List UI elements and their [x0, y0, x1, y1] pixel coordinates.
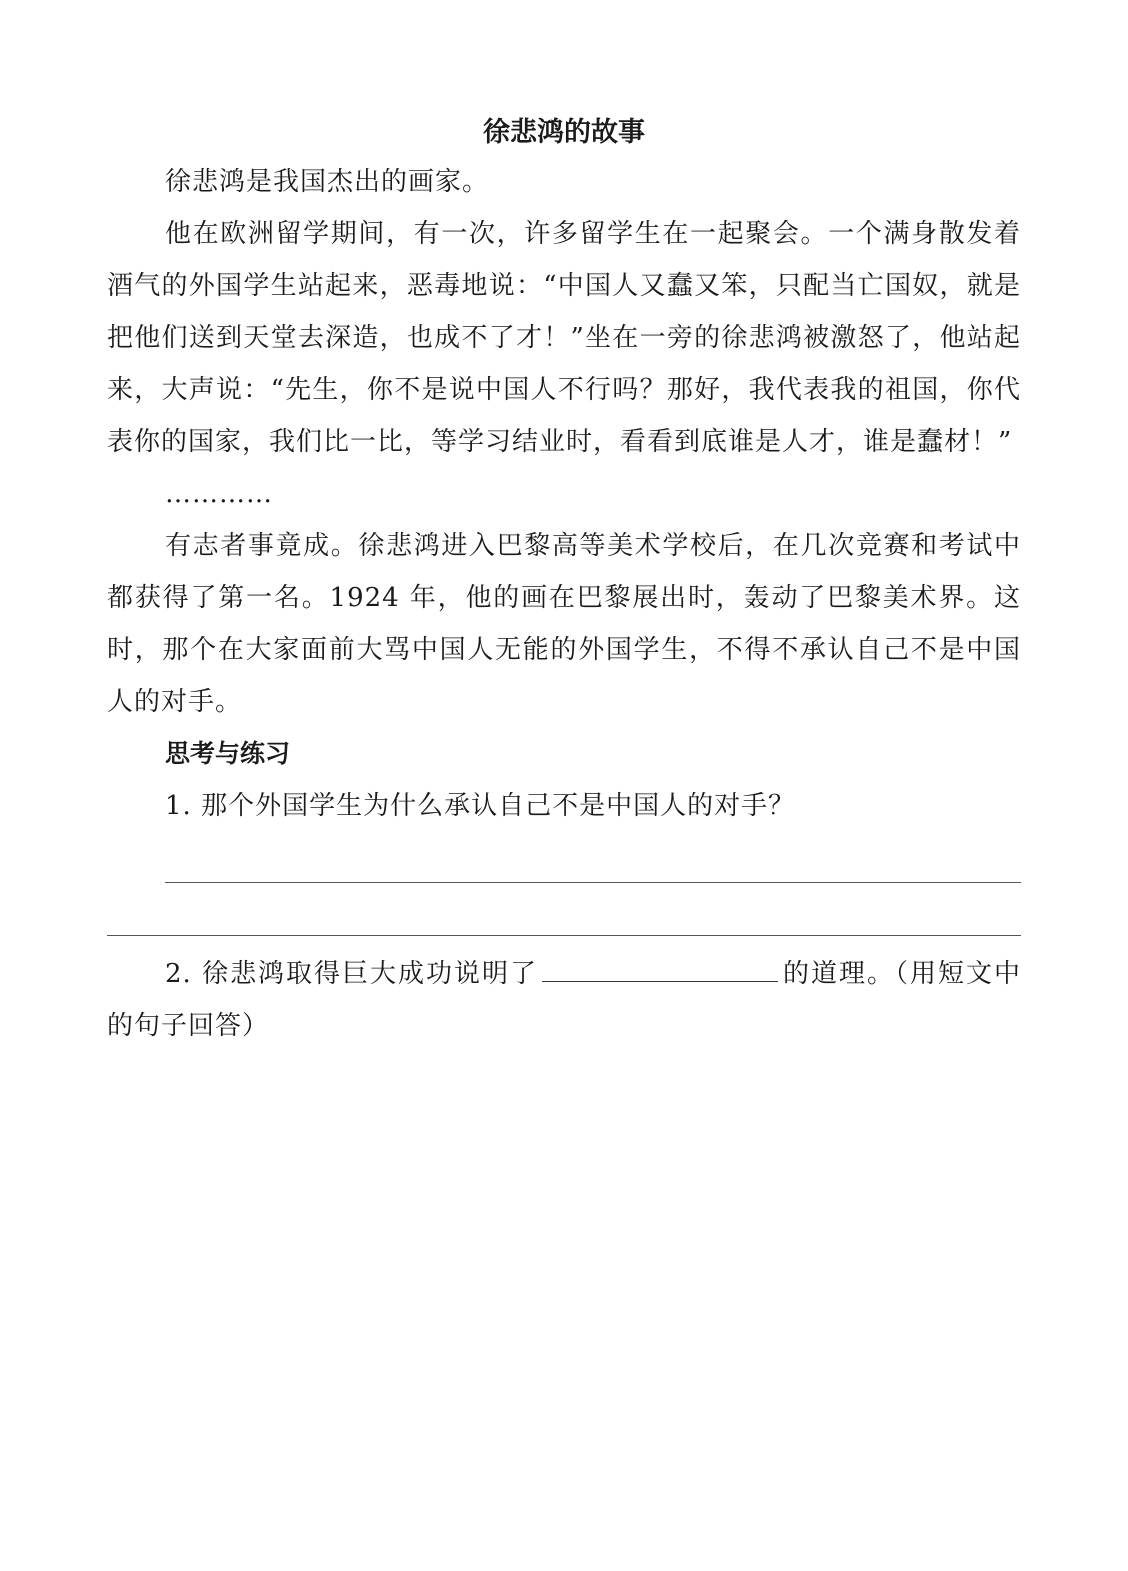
question-2-suffix: 的道理。（用短文中的句子回答） [107, 959, 1021, 1041]
answer-line-1[interactable] [165, 882, 1021, 883]
paragraph-conclusion: 有志者事竟成。徐悲鸿进入巴黎高等美术学校后，在几次竞赛和考试中都获得了第一名。1924 年，他的画在巴黎展出时，轰动了巴黎美术界。这时，那个在大家面前大骂中国人无能的外国学生，不得不承认自己不是中国人的对手。 [107, 531, 1021, 717]
story-title: 徐悲鸿的故事 [483, 117, 645, 148]
paragraph-intro: 徐悲鸿是我国杰出的画家。 [165, 167, 490, 197]
exercise-heading: 思考与练习 [165, 739, 291, 768]
paragraph-story: 他在欧洲留学期间，有一次，许多留学生在一起聚会。一个满身散发着酒气的外国学生站起来，恶毒地说：“中国人又蠢又笨，只配当亡国奴，就是把他们送到天堂去深造，也成不了才！”坐在一旁的徐悲鸿被激怒了，他站起来，大声说：“先生，你不是说中国人不行吗？那好，我代表我的祖国，你代表你的国家，我们比一比，等学习结业时，看看到底谁是人才，谁是蠢材！” [107, 219, 1021, 457]
answer-blank-2[interactable] [542, 959, 778, 982]
omission-ellipsis: ………… [165, 479, 273, 509]
worksheet-page [107, 110, 1021, 1052]
question-2-prefix: 2. 徐悲鸿取得巨大成功说明了 [165, 959, 539, 989]
answer-line-2[interactable] [107, 935, 1021, 936]
question-2 [107, 948, 1021, 1052]
question-1: 1. 那个外国学生为什么承认自己不是中国人的对手？ [165, 791, 796, 821]
